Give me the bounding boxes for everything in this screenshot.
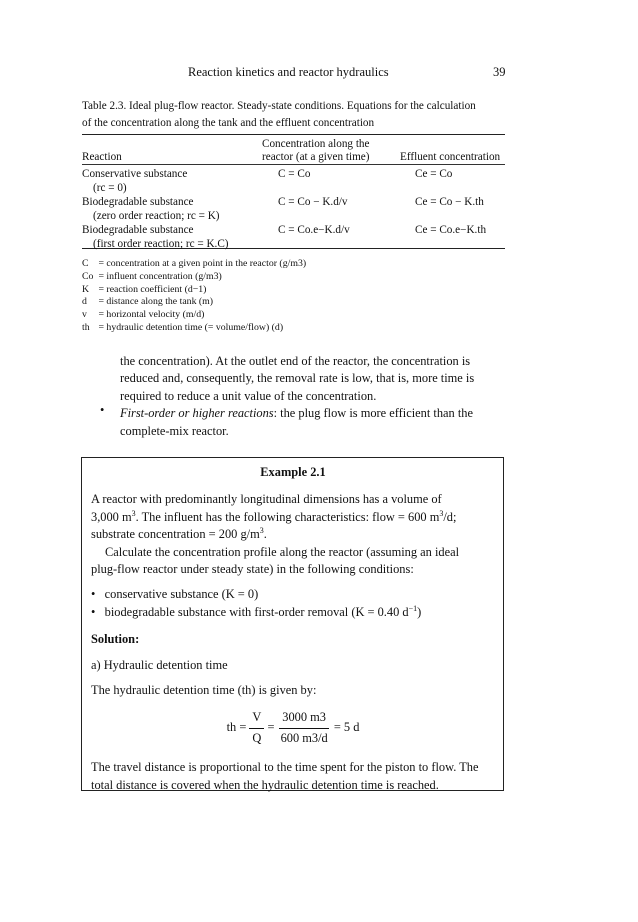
eq-result: = 5 d xyxy=(333,720,360,735)
bullet-rest: : the plug flow is more efficient than the xyxy=(273,406,473,421)
body-line: the concentration). At the outlet end of the reactor, the concentration is xyxy=(120,354,471,368)
running-header-title: Reaction kinetics and reactor hydraulics xyxy=(188,65,389,79)
legend-description: = hydraulic detention time (= volume/flow) (d) xyxy=(98,321,284,333)
caption-line-2: of the concentration along the tank and the effluent concentration xyxy=(82,116,375,129)
legend-row xyxy=(82,322,306,335)
body-bullet-line-2: complete-mix reactor. xyxy=(120,423,229,438)
legend-description: = horizontal velocity (m/d) xyxy=(98,309,205,321)
legend-symbol: v xyxy=(82,309,87,321)
legend-symbol: C xyxy=(82,258,89,269)
example-line: The travel distance is proportional to the time spent for the piston to flow. The xyxy=(91,760,479,775)
fraction-values xyxy=(278,709,331,747)
bullet-dot-icon: • xyxy=(100,403,105,417)
row-2-name: Biodegradable substance xyxy=(82,196,194,208)
eq-denominator-value: 600 m3/d xyxy=(280,730,328,745)
table-legend xyxy=(82,258,306,335)
equation: th = $\frac{V}{Q}$ = $\frac{3000 m3}{600 m3/d}$ = 5 d xyxy=(91,709,495,747)
bullet-italic-term: First-order or higher reactions xyxy=(120,406,274,421)
row-3-effluent: Ce = Co.e−K.th xyxy=(415,224,487,236)
legend-description: = distance along the tank (m) xyxy=(98,296,214,308)
eq-denominator-q: Q xyxy=(252,730,262,745)
eq-numerator-value: 3000 m3 xyxy=(279,709,329,728)
example-line: total distance is covered when the hydraulic detention time is reached. xyxy=(91,777,439,792)
legend-row xyxy=(82,271,306,284)
bullet-text: conservative substance (K = 0) xyxy=(104,587,259,602)
substrate-text: substrate concentration = 200 g/m xyxy=(91,527,260,542)
row-2-effluent: Ce = Co − K.th xyxy=(415,196,484,208)
example-line: substrate concentration = 200 $g/m^3$. xyxy=(91,526,267,542)
solution-label: Solution: xyxy=(91,632,140,647)
legend-description: = reaction coefficient (d−1) xyxy=(98,283,207,295)
caption-line-1: Table 2.3. Ideal plug-flow reactor. Steady-state conditions. Equations for the calculation xyxy=(82,100,476,112)
row-2-along: C = Co − K.d/v xyxy=(278,196,348,208)
example-box xyxy=(81,457,504,791)
col-header-effluent: Effluent concentration xyxy=(400,151,501,163)
legend-description: = concentration at a given point in the reactor (g/m3) xyxy=(98,258,307,269)
bullet-dot-icon: • xyxy=(91,604,96,619)
flow-text: . The influent has the following characteristics: flow = 600 m xyxy=(135,509,440,524)
table-top-rule xyxy=(82,134,505,135)
flow-unit: /d; xyxy=(443,509,457,524)
row-1-along: C = Co xyxy=(278,168,311,180)
row-1-condition: (rc = 0) xyxy=(93,182,127,194)
example-bullet-2: • biodegradable substance with first-order removal (K = 0.40 $d^{-1}$) xyxy=(91,603,422,619)
eq-lhs: th xyxy=(226,720,237,735)
row-3-condition: (first order reaction; rc = K.C) xyxy=(93,238,229,250)
legend-symbol: d xyxy=(82,296,87,308)
body-line: required to reduce a unit value of the concentration. xyxy=(120,388,377,403)
legend-symbol: Co xyxy=(82,270,94,282)
example-line: 3,000 $m^3$. The influent has the following characteristics: flow = 600 $m^3/d$; xyxy=(91,508,457,524)
row-3-name: Biodegradable substance xyxy=(82,224,194,236)
col-header-reaction: Reaction xyxy=(82,151,122,163)
legend-symbol: th xyxy=(82,321,90,333)
eq-numerator-v: V xyxy=(249,709,264,728)
body-bullet-line-1 xyxy=(120,405,505,422)
bullet-dot-icon: • xyxy=(91,587,96,602)
body-paragraph xyxy=(120,353,505,440)
col-header-along-2: reactor (at a given time) xyxy=(262,151,370,163)
fraction-v-q xyxy=(249,709,264,747)
table-caption xyxy=(82,98,507,131)
body-line: reduced and, consequently, the removal rate is low, that is, more time is xyxy=(120,371,475,386)
example-line: plug-flow reactor under steady state) in the following conditions: xyxy=(91,562,414,577)
legend-description: = influent concentration (g/m3) xyxy=(98,270,222,282)
legend-row xyxy=(82,284,306,297)
example-content xyxy=(91,458,495,794)
row-1-name: Conservative substance xyxy=(82,168,188,180)
detention-intro: The hydraulic detention time (th) is given by: xyxy=(91,683,317,698)
bullet-text: biodegradable substance with first-order removal (K = 0.40 d xyxy=(104,604,409,619)
legend-row xyxy=(82,309,306,322)
example-line: Calculate the concentration profile along the reactor (assuming an ideal xyxy=(105,544,460,559)
legend-row xyxy=(82,296,306,309)
legend-row xyxy=(82,258,306,271)
example-bullet-1 xyxy=(91,586,495,603)
col-header-along-1: Concentration along the xyxy=(262,138,370,150)
row-3-along: C = Co.e−K.d/v xyxy=(278,224,350,236)
legend-symbol: K xyxy=(82,283,90,295)
table-header-rule xyxy=(82,164,505,165)
example-line: A reactor with predominantly longitudinal dimensions has a volume of xyxy=(91,492,442,507)
example-title: Example 2.1 xyxy=(260,465,326,479)
row-2-condition: (zero order reaction; rc = K) xyxy=(93,210,220,222)
part-a-heading: a) Hydraulic detention time xyxy=(91,657,228,672)
page-number: 39 xyxy=(493,65,506,79)
volume-text: 3,000 m xyxy=(91,509,132,524)
row-1-effluent: Ce = Co xyxy=(415,168,453,180)
